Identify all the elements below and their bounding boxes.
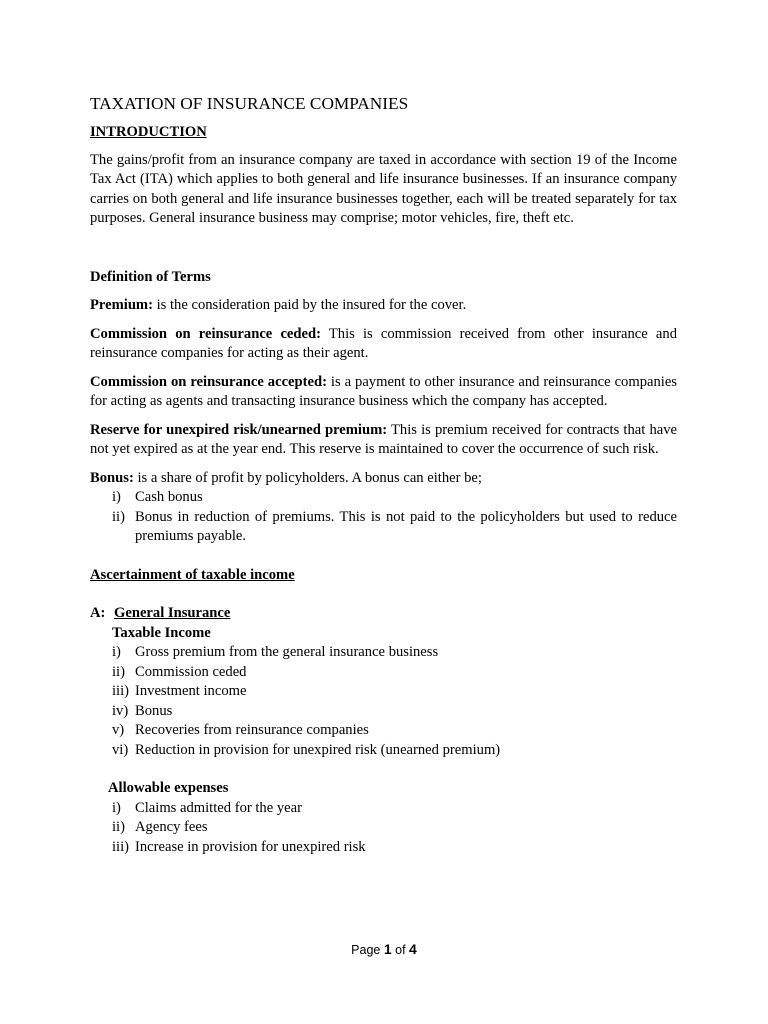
list-text: Bonus in reduction of premiums. This is not paid to the policyholders but used to reduce premiums payable. <box>135 508 677 544</box>
list-item <box>112 838 677 858</box>
list-item <box>112 721 677 741</box>
allowable-expenses-heading: Allowable expenses <box>108 780 229 796</box>
list-item <box>112 663 677 683</box>
definition-text: This is premium received for contracts that have not yet expired as at the year end. This reserve is maintained to cover the occurrence of such risk. <box>90 421 677 457</box>
document-page <box>90 93 677 857</box>
spacer <box>90 238 677 268</box>
list-item <box>112 682 677 702</box>
list-text: Investment income <box>135 683 247 699</box>
list-item <box>112 799 677 819</box>
taxable-income-list <box>112 643 677 760</box>
list-number: i) <box>112 799 121 816</box>
list-number: vi) <box>112 741 129 758</box>
list-number: iii) <box>112 838 130 855</box>
intro-paragraph: The gains/profit from an insurance company are taxed in accordance with section 19 of the Income Tax Act (ITA) which applies to both general and life insurance businesses. If an insurance company carries on both general and life insurance businesses together, each will be treated separately for tax purposes. General insurance business may comprise; motor vehicles, fire, theft etc. <box>90 151 677 226</box>
definition-term: Reserve for unexpired risk/unearned premium: <box>90 421 388 438</box>
list-number: ii) <box>112 508 125 525</box>
definition-term: Commission on reinsurance ceded: <box>90 325 321 342</box>
list-number: iv) <box>112 702 129 719</box>
bonus-list <box>112 488 677 547</box>
section-a-heading <box>90 604 677 624</box>
list-number: v) <box>112 722 125 738</box>
definition-premium <box>90 296 677 316</box>
list-number: i) <box>112 644 121 660</box>
list-text: Gross premium from the general insurance business <box>135 644 439 660</box>
definition-commission-ceded <box>90 325 677 364</box>
list-text: Claims admitted for the year <box>135 799 302 816</box>
list-text: Reduction in provision for unexpired risk (unearned premium) <box>135 741 501 758</box>
ascertainment-heading: Ascertainment of taxable income <box>90 566 295 583</box>
definition-text: is a payment to other insurance and reinsurance companies for acting as agents and transacting insurance business which the company has accepted. <box>90 373 677 409</box>
definition-text: is a share of profit by policyholders. A bonus can either be; <box>133 469 482 486</box>
definition-commission-accepted <box>90 373 677 412</box>
definition-text: This is commission received from other insurance and reinsurance companies for acting as their agent. <box>90 325 677 361</box>
list-text: Increase in provision for unexpired risk <box>135 838 366 855</box>
definition-term: Bonus: <box>90 469 134 486</box>
page-current: 1 <box>383 941 392 957</box>
page-of: of <box>391 943 410 957</box>
list-item <box>112 702 677 722</box>
definition-term: Premium: <box>90 297 153 313</box>
list-text: Commission ceded <box>135 663 247 680</box>
list-item <box>112 741 677 761</box>
section-title: General Insurance <box>114 605 231 621</box>
definition-text: is the consideration paid by the insured for the cover. <box>152 297 467 313</box>
definition-term: Commission on reinsurance accepted: <box>90 373 327 390</box>
section-label: A: <box>90 605 106 621</box>
page-prefix: Page <box>351 943 384 957</box>
allowable-expenses-list <box>112 799 677 858</box>
list-text: Recoveries from reinsurance companies <box>135 722 369 738</box>
list-number: ii) <box>112 663 125 680</box>
list-text: Agency fees <box>135 819 208 835</box>
list-item <box>112 643 677 663</box>
list-item <box>112 818 677 838</box>
list-text: Bonus <box>135 702 173 719</box>
document-title: TAXATION OF INSURANCE COMPANIES <box>90 94 409 113</box>
definition-reserve <box>90 421 677 460</box>
intro-heading: INTRODUCTION <box>90 124 207 140</box>
list-number: i) <box>112 489 121 505</box>
list-item <box>112 508 677 547</box>
definitions-heading: Definition of Terms <box>90 268 211 285</box>
page-footer <box>0 941 768 957</box>
taxable-income-heading: Taxable Income <box>112 624 211 641</box>
page-total: 4 <box>409 941 417 957</box>
list-item <box>112 488 677 508</box>
list-text: Cash bonus <box>135 489 203 505</box>
list-number: ii) <box>112 819 125 835</box>
list-number: iii) <box>112 683 130 699</box>
definition-bonus <box>90 469 677 489</box>
